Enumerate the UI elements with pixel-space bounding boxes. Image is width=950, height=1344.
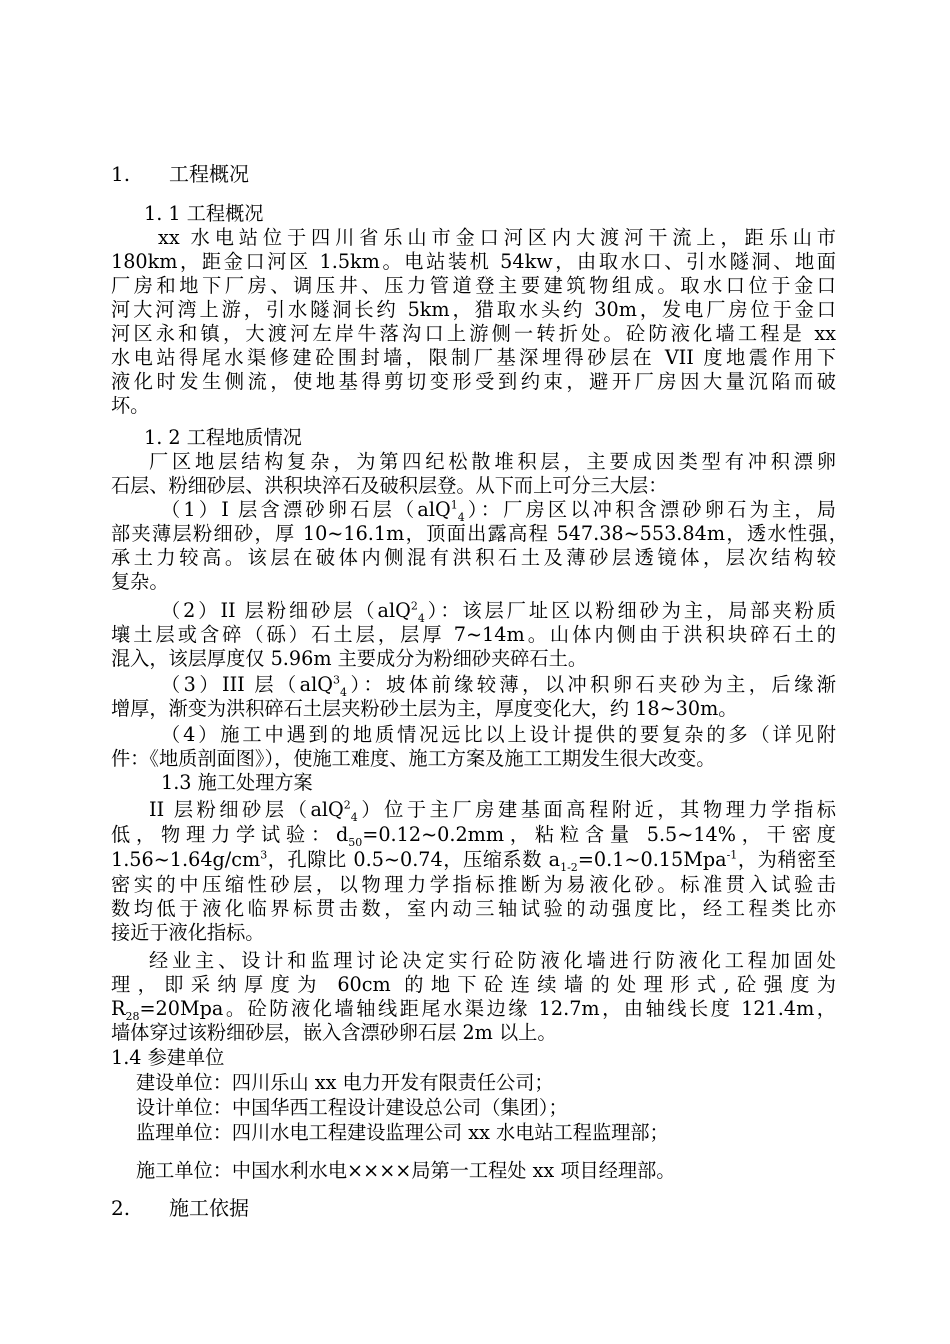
paragraph-line: 增厚，渐变为洪积碎石土层夹粉砂土层为主，厚度变化大，约 18~30m。 [111, 697, 738, 720]
layer-2-line: （2）II 层粉细砂层（alQ$^2_4$）：该层厂址区以粉细砂为主，局部夹粉质 [161, 599, 836, 625]
paragraph-line: 密实的中压缩性砂层，以物理力学指标推断为易液化砂。标准贯入试验击 [111, 873, 836, 896]
paragraph-line: 河区永和镇，大渡河左岸牛落沟口上游侧一转折处。砼防液化墙工程是 xx [111, 322, 836, 345]
section-number: 1. [111, 162, 131, 186]
paragraph-line: 180km，距金口河区 1.5km。电站装机 54kw，由取水口、引水隧洞、地面 [111, 250, 836, 273]
paragraph-line: $R_{28}=20Mpa$。砼防液化墙轴线距尾水渠边缘 12.7m，由轴线长度 121.4m， [111, 997, 836, 1023]
paragraph-line: 接近于液化指标。 [111, 921, 265, 944]
paragraph-line: 低，物理力学试验：$d_{50}=0.12\sim 0.2mm$，粘粒含量 5.5~14%，干密度 [111, 823, 836, 849]
unit-line: 建设单位：四川乐山 xx 电力开发有限责任公司； [136, 1071, 554, 1094]
paragraph-line: 件：《地质剖面图》），使施工难度、施工方案及施工工期发生很大改变。 [111, 747, 716, 770]
layer-3-line: （3）III 层（alQ$^3_4$）：坡体前缘较薄，以冲积卵石夹砂为主，后缘渐 [161, 673, 836, 699]
paragraph-line: xx 水电站位于四川省乐山市金口河区内大渡河干流上，距乐山市 [158, 226, 836, 249]
subsection-1-1-heading: 1. 1 工程概况 [144, 202, 264, 225]
paragraph-line: 液化时发生侧流，使地基得剪切变形受到约束，避开厂房因大量沉陷而破 [111, 370, 836, 393]
paragraph-line: 部夹薄层粉细砂，厚 10~16.1m，顶面出露高程 547.38~553.84m，透水性强， [111, 522, 848, 545]
paragraph-line: 厂区地层结构复杂，为第四纪松散堆积层，主要成因类型有冲积漂卵 [149, 450, 836, 473]
section-title: 工程概况 [169, 162, 249, 186]
paragraph-line: 壤土层或含碎（砾）石土层，层厚 7~14m。山体内侧由于洪积块碎石土的 [111, 623, 836, 646]
paragraph-line: 数均低于液化临界标贯击数，室内动三轴试验的动强度比，经工程类比亦 [111, 897, 836, 920]
paragraph-line: 水电站得尾水渠修建砼围封墙，限制厂基深埋得砂层在 VII 度地震作用下 [111, 346, 836, 369]
paragraph-line: 理，即采纳厚度为 60cm 的地下砼连续墙的处理形式,砼强度为 [111, 973, 836, 996]
paragraph-line: 经业主、设计和监理讨论决定实行砼防液化墙进行防液化工程加固处 [149, 949, 836, 972]
section-1-heading [111, 162, 249, 186]
subsection-1-2-heading: 1. 2 工程地质情况 [144, 426, 302, 449]
section-number: 2. [111, 1196, 131, 1220]
paragraph-line: （4）施工中遇到的地质情况远比以上设计提供的要复杂的多（详见附 [161, 723, 836, 746]
paragraph-line: 混入，该层厚度仅 5.96m 主要成分为粉细砂夹碎石土。 [111, 647, 588, 670]
unit-line: 监理单位：四川水电工程建设监理公司 xx 水电站工程监理部； [136, 1121, 669, 1144]
paragraph-line: $1.56\sim 1.64g/cm^3$，孔隙比 0.5~0.74，压缩系数 $a_{1-2}=0.1\sim 0.15Mpa^{-1}$，为稍密至 [111, 848, 837, 874]
section-2-heading [111, 1196, 249, 1220]
paragraph-line: 复杂。 [111, 570, 169, 593]
unit-line: 设计单位：中国华西工程设计建设总公司（集团）； [136, 1096, 568, 1119]
paragraph-line: 石层、粉细砂层、洪积块淬石及破积层登。从下而上可分三大层： [111, 474, 668, 497]
paragraph-line: 承土力较高。该层在破体内侧混有洪积石土及薄砂层透镜体，层次结构较 [111, 546, 836, 569]
unit-line: 施工单位：中国水利水电××××局第一工程处 xx 项目经理部。 [136, 1159, 676, 1182]
paragraph-line: 厂房和地下厂房、调压井、压力管道登主要建筑物组成。取水口位于金口 [111, 274, 836, 297]
subsection-1-3-heading: 1.3 施工处理方案 [161, 771, 313, 794]
paragraph-line: II 层粉细砂层（alQ$^2_4$）位于主厂房建基面高程附近，其物理力学指标 [149, 798, 836, 824]
section-title: 施工依据 [169, 1196, 249, 1220]
paragraph-line: 坏。 [111, 394, 150, 417]
paragraph-line: 墙体穿过该粉细砂层，嵌入含漂砂卵石层 2m 以上。 [111, 1021, 557, 1044]
subsection-1-4-heading: 1.4 参建单位 [111, 1046, 225, 1069]
paragraph-line: 河大河湾上游，引水隧洞长约 5km，猎取水头约 30m，发电厂房位于金口 [111, 298, 836, 321]
layer-1-line: （1）I 层含漂砂卵石层（alQ$^1_4$）：厂房区以冲积含漂砂卵石为主，局 [161, 498, 836, 524]
